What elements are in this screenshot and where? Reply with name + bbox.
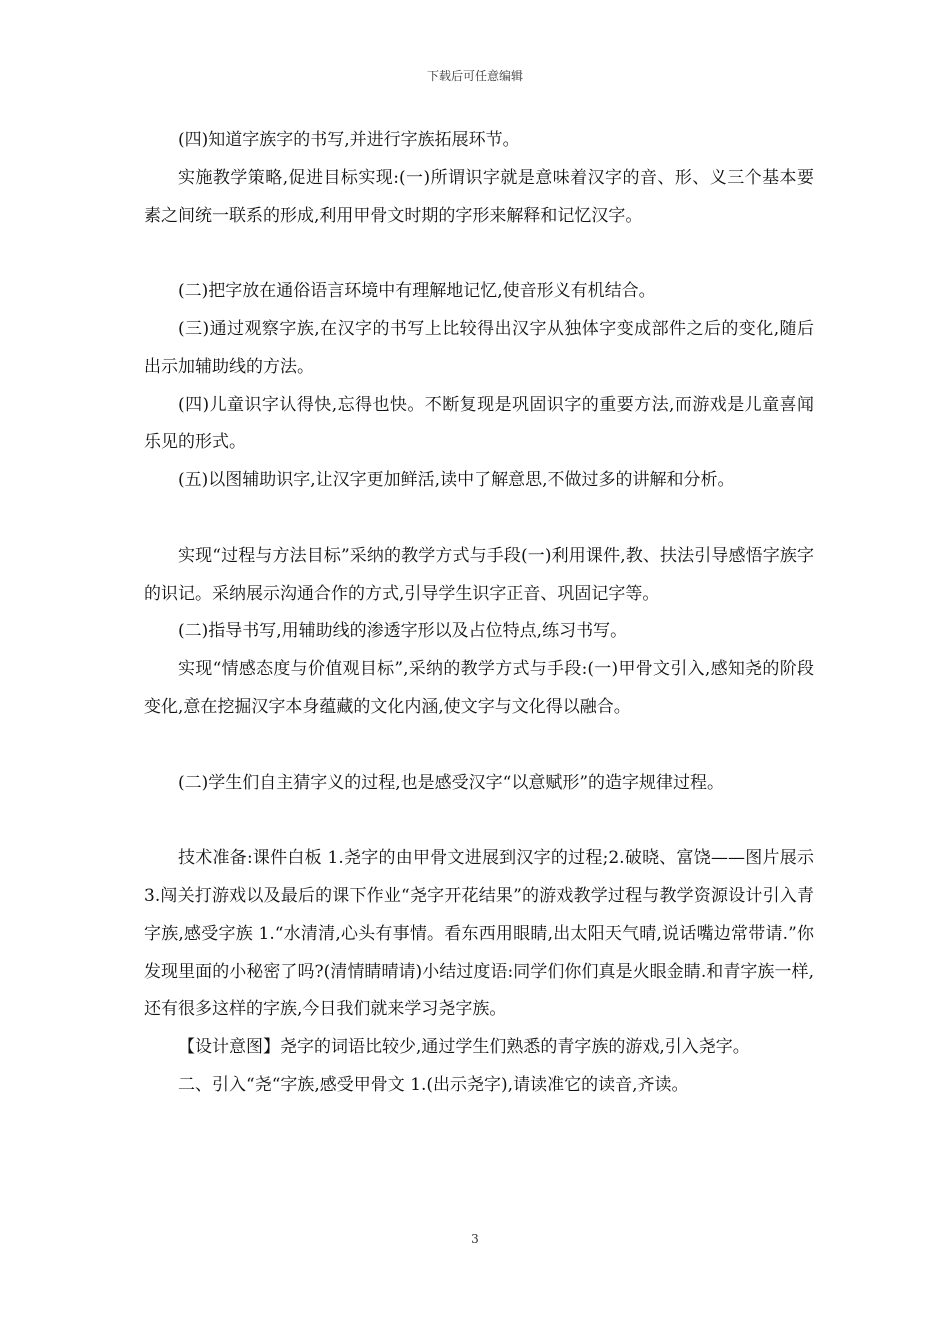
paragraph: 实现“过程与方法目标”采纳的教学方式与手段(一)利用课件,教、扶法引导感悟字族字的识记。采纳展示沟通合作的方式,引导学生识字正音、巩固记字等。 xyxy=(144,545,814,604)
paragraph: 二、引入“尧“字族,感受甲骨文 1.(出示尧字),请读准它的读音,齐读。 xyxy=(178,1074,689,1095)
paragraph-gap xyxy=(144,727,814,765)
paragraph: (四)儿童识字认得快,忘得也快。不断复现是巩固识字的重要方法,而游戏是儿童喜闻乐见的形式。 xyxy=(144,394,814,453)
paragraph-gap xyxy=(144,500,814,538)
page-header: 下载后可任意编辑 xyxy=(426,69,523,83)
document-body xyxy=(144,122,814,1105)
page-number: 3 xyxy=(471,1232,479,1246)
paragraph: (三)通过观察字族,在汉字的书写上比较得出汉字从独体字变成部件之后的变化,随后出示加辅助线的方法。 xyxy=(144,318,814,377)
paragraph: (五)以图辅助识字,让汉字更加鲜活,读中了解意思,不做过多的讲解和分析。 xyxy=(178,470,735,491)
paragraph: (二)指导书写,用辅助线的渗透字形以及占位特点,练习书写。 xyxy=(178,621,628,642)
paragraph: 实施教学策略,促进目标实现:(一)所谓识字就是意味着汉字的音、形、义三个基本要素之间统一联系的形成,利用甲骨文时期的字形来解释和记忆汉字。 xyxy=(144,167,814,226)
paragraph: 实现“情感态度与价值观目标”,采纳的教学方式与手段:(一)甲骨文引入,感知尧的阶段变化,意在挖掘汉字本身蕴藏的文化内涵,使文字与文化得以融合。 xyxy=(144,659,814,717)
paragraph: 技术准备:课件白板 1.尧字的由甲骨文进展到汉字的过程;2.破晓、富饶——图片展示 3.闯关打游戏以及最后的课下作业“尧字开花结果”的游戏教学过程与教学资源设计引入青字族,感受字族 1.“水清清,心头有事情。看东西用眼睛,出太阳天气晴,说话嘴边常带请.”你发现里面的小秘密了吗?(清情睛晴请)小结过度语:同学们你们真是火眼金睛.和青字族一样,还有很多这样的字族,今日我们就来学习尧字族。 xyxy=(144,848,814,1020)
paragraph: (四)知道字族字的书写,并进行字族拓展环节。 xyxy=(178,130,520,150)
paragraph-gap xyxy=(144,802,814,840)
paragraph: 【设计意图】尧字的词语比较少,通过学生们熟悉的青字族的游戏,引入尧字。 xyxy=(178,1037,750,1058)
paragraph: (二)把字放在通俗语言环境中有理解地记忆,使音形义有机结合。 xyxy=(178,281,656,302)
paragraph: (二)学生们自主猜字义的过程,也是感受汉字“以意赋形”的造字规律过程。 xyxy=(178,772,725,793)
paragraph-gap xyxy=(144,235,814,273)
